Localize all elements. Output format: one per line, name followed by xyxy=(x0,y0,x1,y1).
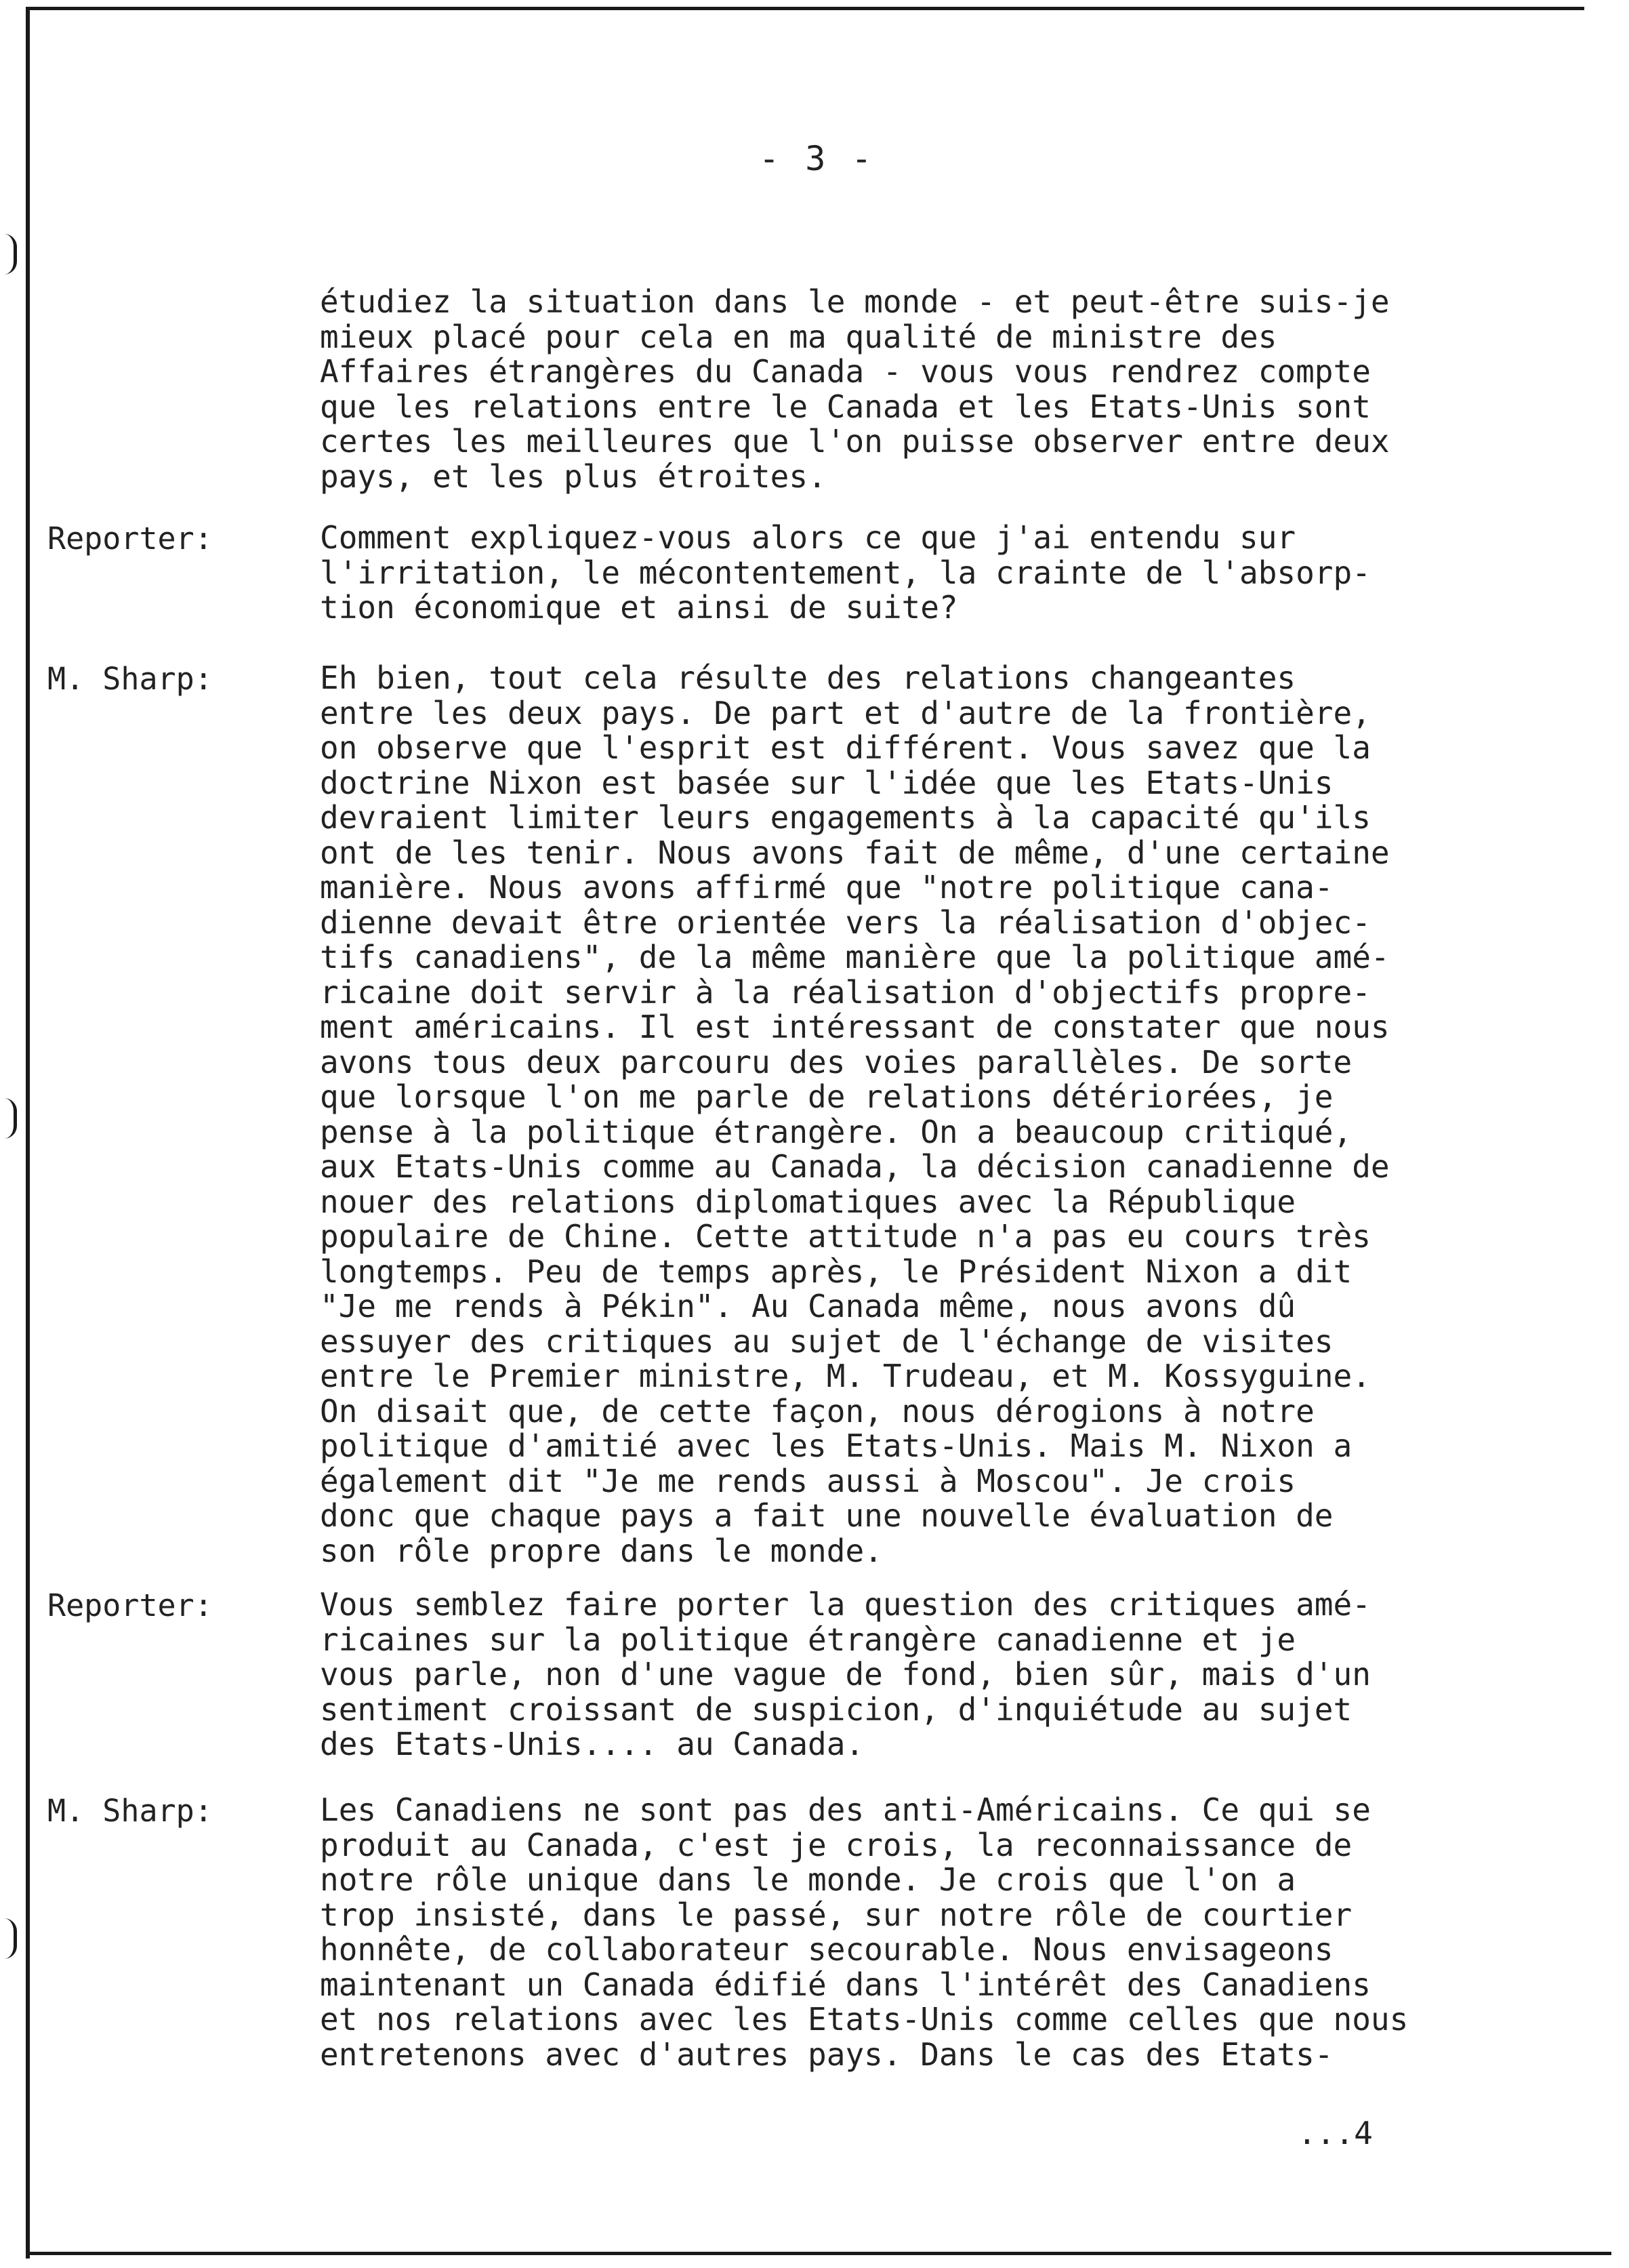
speaker-label: Reporter: xyxy=(47,1587,213,1623)
binding-hole-mark xyxy=(4,234,17,275)
binding-hole-mark xyxy=(4,1918,17,1959)
page-bottom-edge xyxy=(26,2252,1611,2255)
page-number: - 3 - xyxy=(759,139,875,178)
continuation-marker: ...4 xyxy=(1298,2115,1373,2151)
page-left-edge xyxy=(26,8,30,2259)
paragraph-text: Comment expliquez-vous alors ce que j'ai entendu sur l'irritation, le mécontentement, la crainte de l'absorp- tion économique et ainsi de suite? xyxy=(320,519,1371,626)
binding-hole-mark xyxy=(4,1098,17,1139)
paragraph-text: Vous semblez faire porter la question des critiques amé- ricaines sur la politique étrangère canadienne et je vous parle, non d'une vague de fond, bien sûr, mais d'un sentiment croissant de suspicion, d'inquiétude au sujet des Etats-Unis.... au Canada. xyxy=(320,1586,1371,1762)
paragraph-text: Eh bien, tout cela résulte des relations changeantes entre les deux pays. De part et d'autre de la frontière, on observe que l'esprit est différent. Vous savez que la doctrine Nixon est basée sur l'idée que les Etats-Unis devraient limiter leurs engagements à la capacité qu'ils ont de les tenir. Nous avons fait de même, d'une certaine manière. Nous avons affirmé que "notre politique cana- dienne devait être orientée vers la réalisation d'objec- tifs canadiens", de la même manière que la politique amé- ricaine doit servir à la réalisation d'objectifs propre- ment américains. Il est intéressant de constater que nous avons tous deux parcouru des voies parallèles. De sorte que lorsque l'on me parle de relations détériorées, je pense à la politique étrangère. On a beaucoup critiqué, aux Etats-Unis comme au Canada, la décision canadienne de nouer des relations diplomatiques avec la République populaire de Chine. Cette attitude n'a pas eu cours très longtemps. Peu de temps après, le Président Nixon a dit "Je me rends à Pékin". Au Canada même, nous avons dû essuyer des critiques au sujet de l'échange de visites entre le Premier ministre, M. Trudeau, et M. Kossyguine. On disait que, de cette façon, nous dérogions à notre politique d'amitié avec les Etats-Unis. Mais M. Nixon a également dit "Je me rends aussi à Moscou". Je crois donc que chaque pays a fait une nouvelle évaluation de son rôle propre dans le monde. xyxy=(320,660,1390,1569)
speaker-label: M. Sharp: xyxy=(47,1793,213,1829)
speaker-label: M. Sharp: xyxy=(47,661,213,697)
speaker-label: Reporter: xyxy=(47,521,213,556)
page-top-edge xyxy=(26,7,1584,10)
paragraph-text: Les Canadiens ne sont pas des anti-Américains. Ce qui se produit au Canada, c'est je crois, la reconnaissance de notre rôle unique dans le monde. Je crois que l'on a trop insisté, dans le passé, sur notre rôle de courtier honnête, de collaborateur secourable. Nous envisageons maintenant un Canada édifié dans l'intérêt des Canadiens et nos relations avec les Etats-Unis comme celles que nous entretenons avec d'autres pays. Dans le cas des Etats- xyxy=(320,1791,1409,2073)
paragraph-text: étudiez la situation dans le monde - et peut-être suis-je mieux placé pour cela en ma qualité de ministre des Affaires étrangères du Canada - vous vous rendrez compte que les relations entre le Canada et les Etats-Unis sont certes les meilleures que l'on puisse observer entre deux pays, et les plus étroites. xyxy=(320,283,1390,495)
